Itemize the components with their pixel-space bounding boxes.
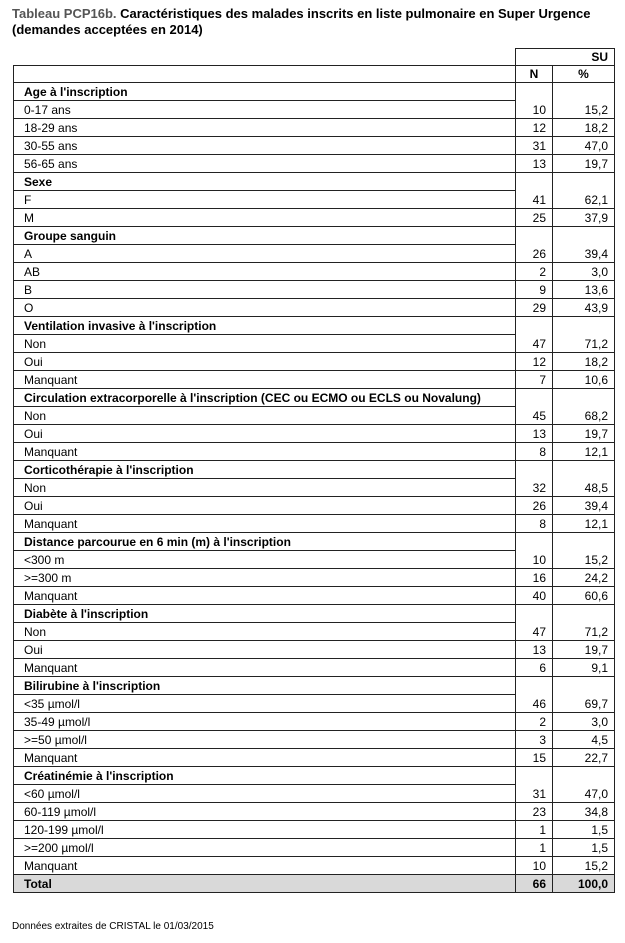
table-row <box>14 587 615 605</box>
table-row <box>14 353 615 371</box>
section-header-row <box>14 677 615 695</box>
section-header-row <box>14 83 615 101</box>
row-n: 10 <box>516 857 553 875</box>
section-n-blank <box>516 461 553 479</box>
row-n: 6 <box>516 659 553 677</box>
table-row <box>14 839 615 857</box>
row-pct: 22,7 <box>553 749 615 767</box>
row-n: 15 <box>516 749 553 767</box>
row-n: 10 <box>516 101 553 119</box>
row-label: A <box>14 245 516 263</box>
total-pct: 100,0 <box>553 875 615 893</box>
row-n: 29 <box>516 299 553 317</box>
table-row <box>14 803 615 821</box>
section-pct-blank <box>553 227 615 245</box>
section-header-row <box>14 533 615 551</box>
row-pct: 4,5 <box>553 731 615 749</box>
section-title: Corticothérapie à l'inscription <box>14 461 516 479</box>
row-label: 0-17 ans <box>14 101 516 119</box>
row-label: Manquant <box>14 443 516 461</box>
row-label: Manquant <box>14 515 516 533</box>
row-n: 47 <box>516 623 553 641</box>
row-label: O <box>14 299 516 317</box>
row-n: 40 <box>516 587 553 605</box>
section-pct-blank <box>553 767 615 785</box>
section-n-blank <box>516 173 553 191</box>
row-n: 32 <box>516 479 553 497</box>
row-label: Non <box>14 479 516 497</box>
row-n: 2 <box>516 713 553 731</box>
table-row <box>14 425 615 443</box>
table-row <box>14 137 615 155</box>
section-title: Circulation extracorporelle à l'inscription (CEC ou ECMO ou ECLS ou Novalung) <box>14 389 516 407</box>
row-n: 13 <box>516 425 553 443</box>
row-label: 60-119 µmol/l <box>14 803 516 821</box>
section-title: Bilirubine à l'inscription <box>14 677 516 695</box>
table-row <box>14 659 615 677</box>
row-pct: 48,5 <box>553 479 615 497</box>
table-row <box>14 407 615 425</box>
section-title: Groupe sanguin <box>14 227 516 245</box>
section-n-blank <box>516 83 553 101</box>
table-row <box>14 749 615 767</box>
section-header-row <box>14 389 615 407</box>
row-label: Manquant <box>14 371 516 389</box>
row-pct: 43,9 <box>553 299 615 317</box>
table-row <box>14 785 615 803</box>
row-pct: 18,2 <box>553 353 615 371</box>
row-label: Oui <box>14 641 516 659</box>
row-pct: 37,9 <box>553 209 615 227</box>
section-pct-blank <box>553 677 615 695</box>
section-title: Diabète à l'inscription <box>14 605 516 623</box>
row-label: 56-65 ans <box>14 155 516 173</box>
section-n-blank <box>516 533 553 551</box>
row-label: AB <box>14 263 516 281</box>
row-label: Non <box>14 335 516 353</box>
row-label: Oui <box>14 353 516 371</box>
row-n: 25 <box>516 209 553 227</box>
row-label: Manquant <box>14 749 516 767</box>
row-pct: 68,2 <box>553 407 615 425</box>
row-label: F <box>14 191 516 209</box>
table-row <box>14 857 615 875</box>
source-note: Données extraites de CRISTAL le 01/03/2015 <box>12 921 214 932</box>
section-pct-blank <box>553 173 615 191</box>
table-row <box>14 155 615 173</box>
header-su: SU <box>516 49 615 66</box>
row-pct: 19,7 <box>553 155 615 173</box>
table-row <box>14 263 615 281</box>
row-label: M <box>14 209 516 227</box>
table-row <box>14 281 615 299</box>
row-label: >=200 µmol/l <box>14 839 516 857</box>
section-header-row <box>14 461 615 479</box>
row-n: 26 <box>516 245 553 263</box>
table-row <box>14 101 615 119</box>
table-row <box>14 695 615 713</box>
section-title: Age à l'inscription <box>14 83 516 101</box>
section-pct-blank <box>553 317 615 335</box>
table-row <box>14 569 615 587</box>
row-label: Manquant <box>14 587 516 605</box>
section-n-blank <box>516 605 553 623</box>
row-n: 8 <box>516 443 553 461</box>
characteristics-table <box>13 48 615 893</box>
row-pct: 34,8 <box>553 803 615 821</box>
row-label: Oui <box>14 497 516 515</box>
row-label: 35-49 µmol/l <box>14 713 516 731</box>
section-header-row <box>14 767 615 785</box>
total-n: 66 <box>516 875 553 893</box>
table-row <box>14 821 615 839</box>
section-n-blank <box>516 317 553 335</box>
section-header-row <box>14 317 615 335</box>
row-n: 47 <box>516 335 553 353</box>
row-n: 31 <box>516 785 553 803</box>
row-pct: 69,7 <box>553 695 615 713</box>
row-n: 13 <box>516 155 553 173</box>
row-n: 12 <box>516 353 553 371</box>
row-pct: 1,5 <box>553 821 615 839</box>
table-caption: Caractéristiques des malades inscrits en liste pulmonaire en Super Urgence (demandes acceptées en 2014) <box>12 6 591 37</box>
row-pct: 19,7 <box>553 425 615 443</box>
row-pct: 47,0 <box>553 137 615 155</box>
row-label: >=300 m <box>14 569 516 587</box>
row-label: 18-29 ans <box>14 119 516 137</box>
header-row-columns <box>14 66 615 83</box>
row-pct: 10,6 <box>553 371 615 389</box>
table-row <box>14 551 615 569</box>
row-n: 41 <box>516 191 553 209</box>
row-n: 12 <box>516 119 553 137</box>
section-title: Sexe <box>14 173 516 191</box>
table-row <box>14 245 615 263</box>
row-n: 10 <box>516 551 553 569</box>
section-header-row <box>14 227 615 245</box>
row-n: 45 <box>516 407 553 425</box>
row-label: B <box>14 281 516 299</box>
section-header-row <box>14 605 615 623</box>
row-pct: 24,2 <box>553 569 615 587</box>
row-pct: 13,6 <box>553 281 615 299</box>
section-header-row <box>14 173 615 191</box>
row-label: Manquant <box>14 659 516 677</box>
total-row <box>14 875 615 893</box>
table-row <box>14 371 615 389</box>
row-n: 1 <box>516 821 553 839</box>
section-pct-blank <box>553 605 615 623</box>
row-pct: 39,4 <box>553 245 615 263</box>
row-n: 16 <box>516 569 553 587</box>
table-title <box>12 6 612 38</box>
table-row <box>14 641 615 659</box>
table-number: Tableau PCP16b. <box>12 6 117 21</box>
section-title: Ventilation invasive à l'inscription <box>14 317 516 335</box>
row-label: Manquant <box>14 857 516 875</box>
header-corner <box>14 49 516 66</box>
row-pct: 71,2 <box>553 335 615 353</box>
row-pct: 15,2 <box>553 551 615 569</box>
row-n: 26 <box>516 497 553 515</box>
row-pct: 15,2 <box>553 101 615 119</box>
row-label: Oui <box>14 425 516 443</box>
section-pct-blank <box>553 389 615 407</box>
total-label: Total <box>14 875 516 893</box>
header-pct: % <box>553 66 615 83</box>
row-n: 23 <box>516 803 553 821</box>
table-row <box>14 479 615 497</box>
row-pct: 60,6 <box>553 587 615 605</box>
header-label-blank <box>14 66 516 83</box>
row-pct: 19,7 <box>553 641 615 659</box>
table-row <box>14 335 615 353</box>
row-pct: 1,5 <box>553 839 615 857</box>
section-n-blank <box>516 677 553 695</box>
row-pct: 12,1 <box>553 443 615 461</box>
row-n: 46 <box>516 695 553 713</box>
row-label: >=50 µmol/l <box>14 731 516 749</box>
section-pct-blank <box>553 461 615 479</box>
row-pct: 9,1 <box>553 659 615 677</box>
table-row <box>14 515 615 533</box>
row-pct: 3,0 <box>553 713 615 731</box>
row-label: Non <box>14 407 516 425</box>
row-label: <60 µmol/l <box>14 785 516 803</box>
section-pct-blank <box>553 83 615 101</box>
table-row <box>14 731 615 749</box>
row-pct: 39,4 <box>553 497 615 515</box>
row-label: Non <box>14 623 516 641</box>
section-n-blank <box>516 767 553 785</box>
table-row <box>14 191 615 209</box>
row-n: 13 <box>516 641 553 659</box>
row-label: <35 µmol/l <box>14 695 516 713</box>
table-row <box>14 497 615 515</box>
row-label: 30-55 ans <box>14 137 516 155</box>
section-n-blank <box>516 389 553 407</box>
section-title: Distance parcourue en 6 min (m) à l'inscription <box>14 533 516 551</box>
row-pct: 62,1 <box>553 191 615 209</box>
row-n: 3 <box>516 731 553 749</box>
row-pct: 15,2 <box>553 857 615 875</box>
row-n: 31 <box>516 137 553 155</box>
row-n: 8 <box>516 515 553 533</box>
table-row <box>14 623 615 641</box>
section-pct-blank <box>553 533 615 551</box>
row-pct: 71,2 <box>553 623 615 641</box>
table-row <box>14 713 615 731</box>
row-pct: 12,1 <box>553 515 615 533</box>
row-n: 2 <box>516 263 553 281</box>
header-row-group <box>14 49 615 66</box>
row-pct: 3,0 <box>553 263 615 281</box>
row-label: 120-199 µmol/l <box>14 821 516 839</box>
table-row <box>14 299 615 317</box>
section-title: Créatinémie à l'inscription <box>14 767 516 785</box>
table-row <box>14 209 615 227</box>
header-n: N <box>516 66 553 83</box>
table-row <box>14 119 615 137</box>
row-n: 1 <box>516 839 553 857</box>
row-pct: 47,0 <box>553 785 615 803</box>
table-row <box>14 443 615 461</box>
row-n: 9 <box>516 281 553 299</box>
section-n-blank <box>516 227 553 245</box>
row-label: <300 m <box>14 551 516 569</box>
row-n: 7 <box>516 371 553 389</box>
row-pct: 18,2 <box>553 119 615 137</box>
